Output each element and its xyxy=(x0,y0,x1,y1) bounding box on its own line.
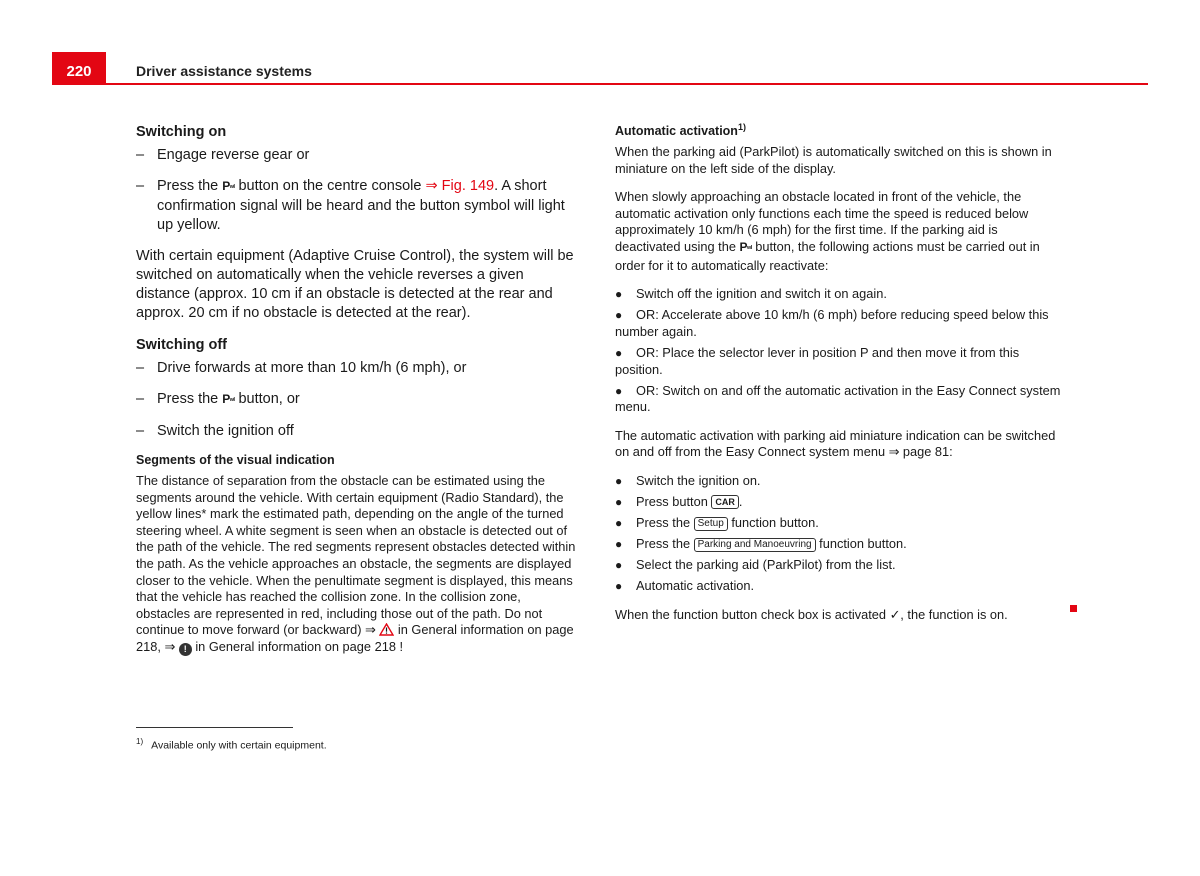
steps-list xyxy=(615,473,1061,595)
list-item: ● Automatic activation. xyxy=(615,578,755,594)
parking-aid-button-icon: Pʷᴵ xyxy=(222,392,235,406)
switching-off-item-2: – Press the Pʷᴵ button, or xyxy=(136,391,300,407)
list-item: ● Press the Parking and Manoeuvring function button. xyxy=(615,536,907,552)
switching-on-paragraph: With certain equipment (Adaptive Cruise Control), the system will be switched on automatically when the vehicle reverses a given distance (approx. 10 cm if an obstacle is detected at the rear and approx. 20 cm if no obstacle is detected at the rear). xyxy=(136,248,574,321)
footnote: $^{1)}$ Available only with certain equipment. xyxy=(136,737,327,752)
list-item: ● OR: Place the selector lever in position P and then move it from this position. xyxy=(615,344,1020,377)
car-key[interactable]: CAR xyxy=(711,495,739,509)
parking-aid-button-icon: Pʷᴵ xyxy=(739,239,752,254)
left-column xyxy=(136,124,578,668)
final-paragraph: When the function button check box is activated ✓, the function is on. xyxy=(615,607,1061,624)
parking-aid-button-icon: Pʷᴵ xyxy=(222,179,235,193)
list-item: ● OR: Switch on and off the automatic activation in the Easy Connect system menu. xyxy=(615,382,1061,415)
list-item: ● OR: Accelerate above 10 km/h (6 mph) before reducing speed below this number again. xyxy=(615,307,1049,339)
switching-off-heading: Switching off xyxy=(136,337,228,353)
list-item: ● Switch off the ignition and switch it on again. xyxy=(615,286,887,302)
automatic-activation-heading: Automatic activation$^{1)}$ xyxy=(615,121,746,138)
header-rule xyxy=(106,83,1148,85)
auto-para-3: The automatic activation with parking aid miniature indication can be switched on and off from the Easy Connect system menu ⇒ page 81: xyxy=(615,427,1056,460)
reactivation-list xyxy=(615,286,1061,416)
switching-on-heading: Switching on xyxy=(136,124,227,140)
page-number: 220 xyxy=(52,52,106,85)
fig-149-link[interactable]: ⇒ Fig. 149 xyxy=(425,178,495,194)
parking-manoeuvring-key[interactable]: Parking and Manoeuvring xyxy=(694,538,816,552)
note-icon: ! xyxy=(179,643,192,656)
switching-off-item-3: – Switch the ignition off xyxy=(136,423,294,439)
auto-para-2: When slowly approaching an obstacle located in front of the vehicle, the automatic activation only functions each time the speed is reduced below approximately 10 km/h (6 mph) for the first time. If the parking aid is deactivated using the Pʷᴵ button, the following actions must be carried out in order for it to automatically reactivate: xyxy=(615,189,1040,273)
warning-icon xyxy=(379,623,394,636)
chapter-title: Driver assistance systems xyxy=(136,63,312,79)
list-item: ● Press button CAR . xyxy=(615,494,743,510)
footnote-rule xyxy=(136,727,293,728)
list-item: ● Switch the ignition on. xyxy=(615,473,761,488)
list-item: ● Press the Setup function button. xyxy=(615,515,819,531)
section-end-mark xyxy=(1070,605,1077,612)
segments-paragraph: The distance of separation from the obstacle can be estimated using the segments around the vehicle. With certain equipment (Radio Standard), the yellow lines* mark the estimated path, depending on the angle of the turned steering wheel. A white segment is seen when an obstacle is detected out of the path of the vehicle. The red segments represent obstacles detected within the path. As the vehicle approaches an obstacle, the segments are displayed closer to the vehicle. When the penultimate segment is displayed, this means that the vehicle has reached the collision zone. In the collision zone, obstacles are represented in red, including those out of the path. Do not continue to move forward (or backward) ⇒ in General information on page 218, ⇒ ! in General information on page 218 ! xyxy=(136,473,576,654)
footnote-ref: 1) xyxy=(737,121,746,132)
segments-heading: Segments of the visual indication xyxy=(136,453,335,467)
setup-key[interactable]: Setup xyxy=(694,517,728,531)
list-item: ● Select the parking aid (ParkPilot) from the list. xyxy=(615,557,896,573)
switching-on-item-1: – Engage reverse gear or xyxy=(136,147,310,163)
page-header xyxy=(52,52,1148,85)
switching-on-item-2: – Press the Pʷᴵ button on the centre console ⇒ Fig. 149. A short confirmation signal will be heard and the button symbol will light up yellow. xyxy=(136,178,565,233)
switching-off-item-1: – Drive forwards at more than 10 km/h (6 mph), or xyxy=(136,360,467,376)
auto-para-1: When the parking aid (ParkPilot) is automatically switched on this is shown in miniature on the left side of the display. xyxy=(615,144,1052,176)
right-column xyxy=(615,121,1061,636)
